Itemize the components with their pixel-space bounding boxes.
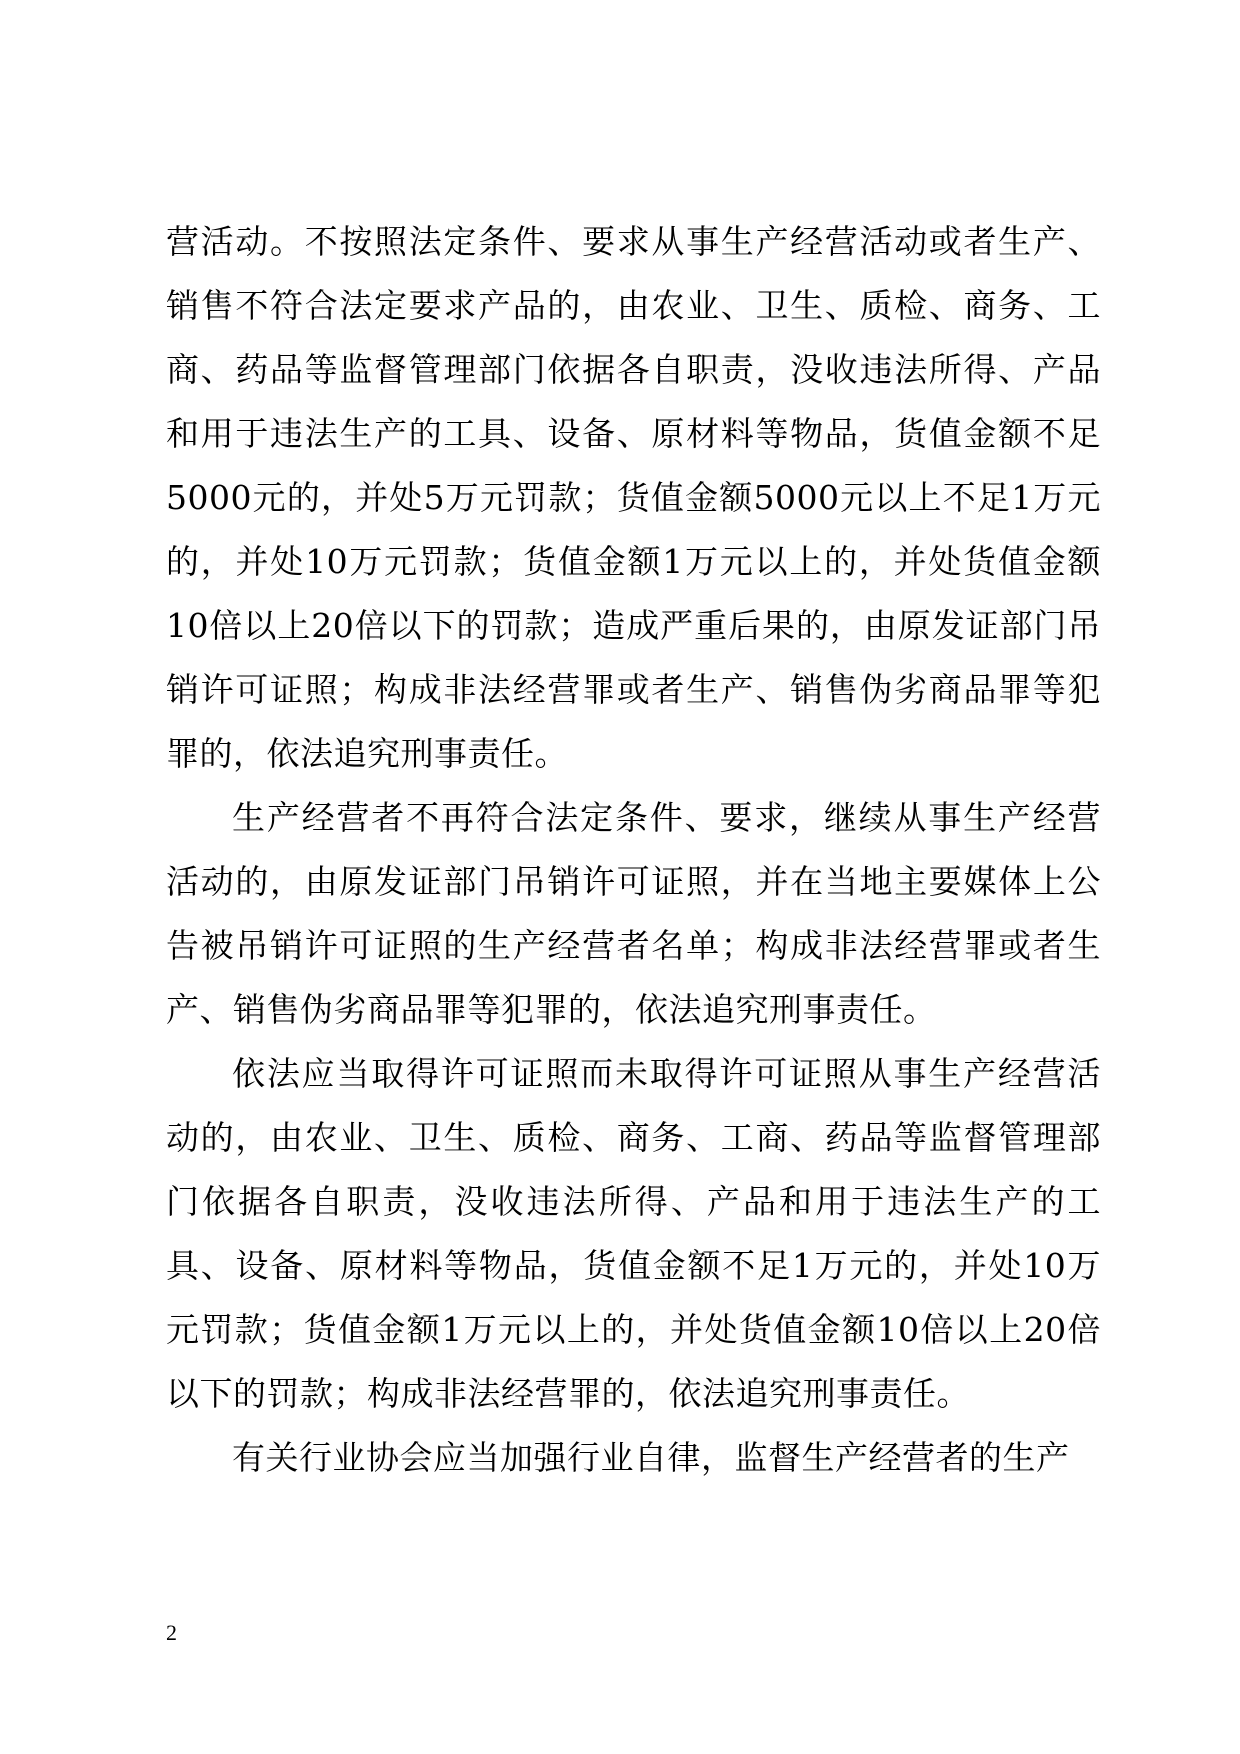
page-number: 2 <box>166 1620 177 1645</box>
document-body <box>166 210 1101 1490</box>
paragraph-3: 依法应当取得许可证照而未取得许可证照从事生产经营活动的，由农业、卫生、质检、商务、工商、药品等监督管理部门依据各自职责，没收违法所得、产品和用于违法生产的工具、设备、原材料等物品，货值金额不足1万元的，并处10万元罚款；货值金额1万元以上的，并处货值金额10倍以上20倍以下的罚款；构成非法经营罪的，依法追究刑事责任。 <box>166 1054 1101 1413</box>
paragraph-2: 生产经营者不再符合法定条件、要求，继续从事生产经营活动的，由原发证部门吊销许可证照，并在当地主要媒体上公告被吊销许可证照的生产经营者名单；构成非法经营罪或者生产、销售伪劣商品罪等犯罪的，依法追究刑事责任。 <box>166 798 1101 1029</box>
paragraph-4: 有关行业协会应当加强行业自律，监督生产经营者的生产 <box>232 1438 1070 1477</box>
paragraph-1: 营活动。不按照法定条件、要求从事生产经营活动或者生产、销售不符合法定要求产品的，由农业、卫生、质检、商务、工商、药品等监督管理部门依据各自职责，没收违法所得、产品和用于违法生产的工具、设备、原材料等物品，货值金额不足5000元的，并处5万元罚款；货值金额5000元以上不足1万元的，并处10万元罚款；货值金额1万元以上的，并处货值金额10倍以上20倍以下的罚款；造成严重后果的，由原发证部门吊销许可证照；构成非法经营罪或者生产、销售伪劣商品罪等犯罪的，依法追究刑事责任。 <box>166 222 1101 773</box>
